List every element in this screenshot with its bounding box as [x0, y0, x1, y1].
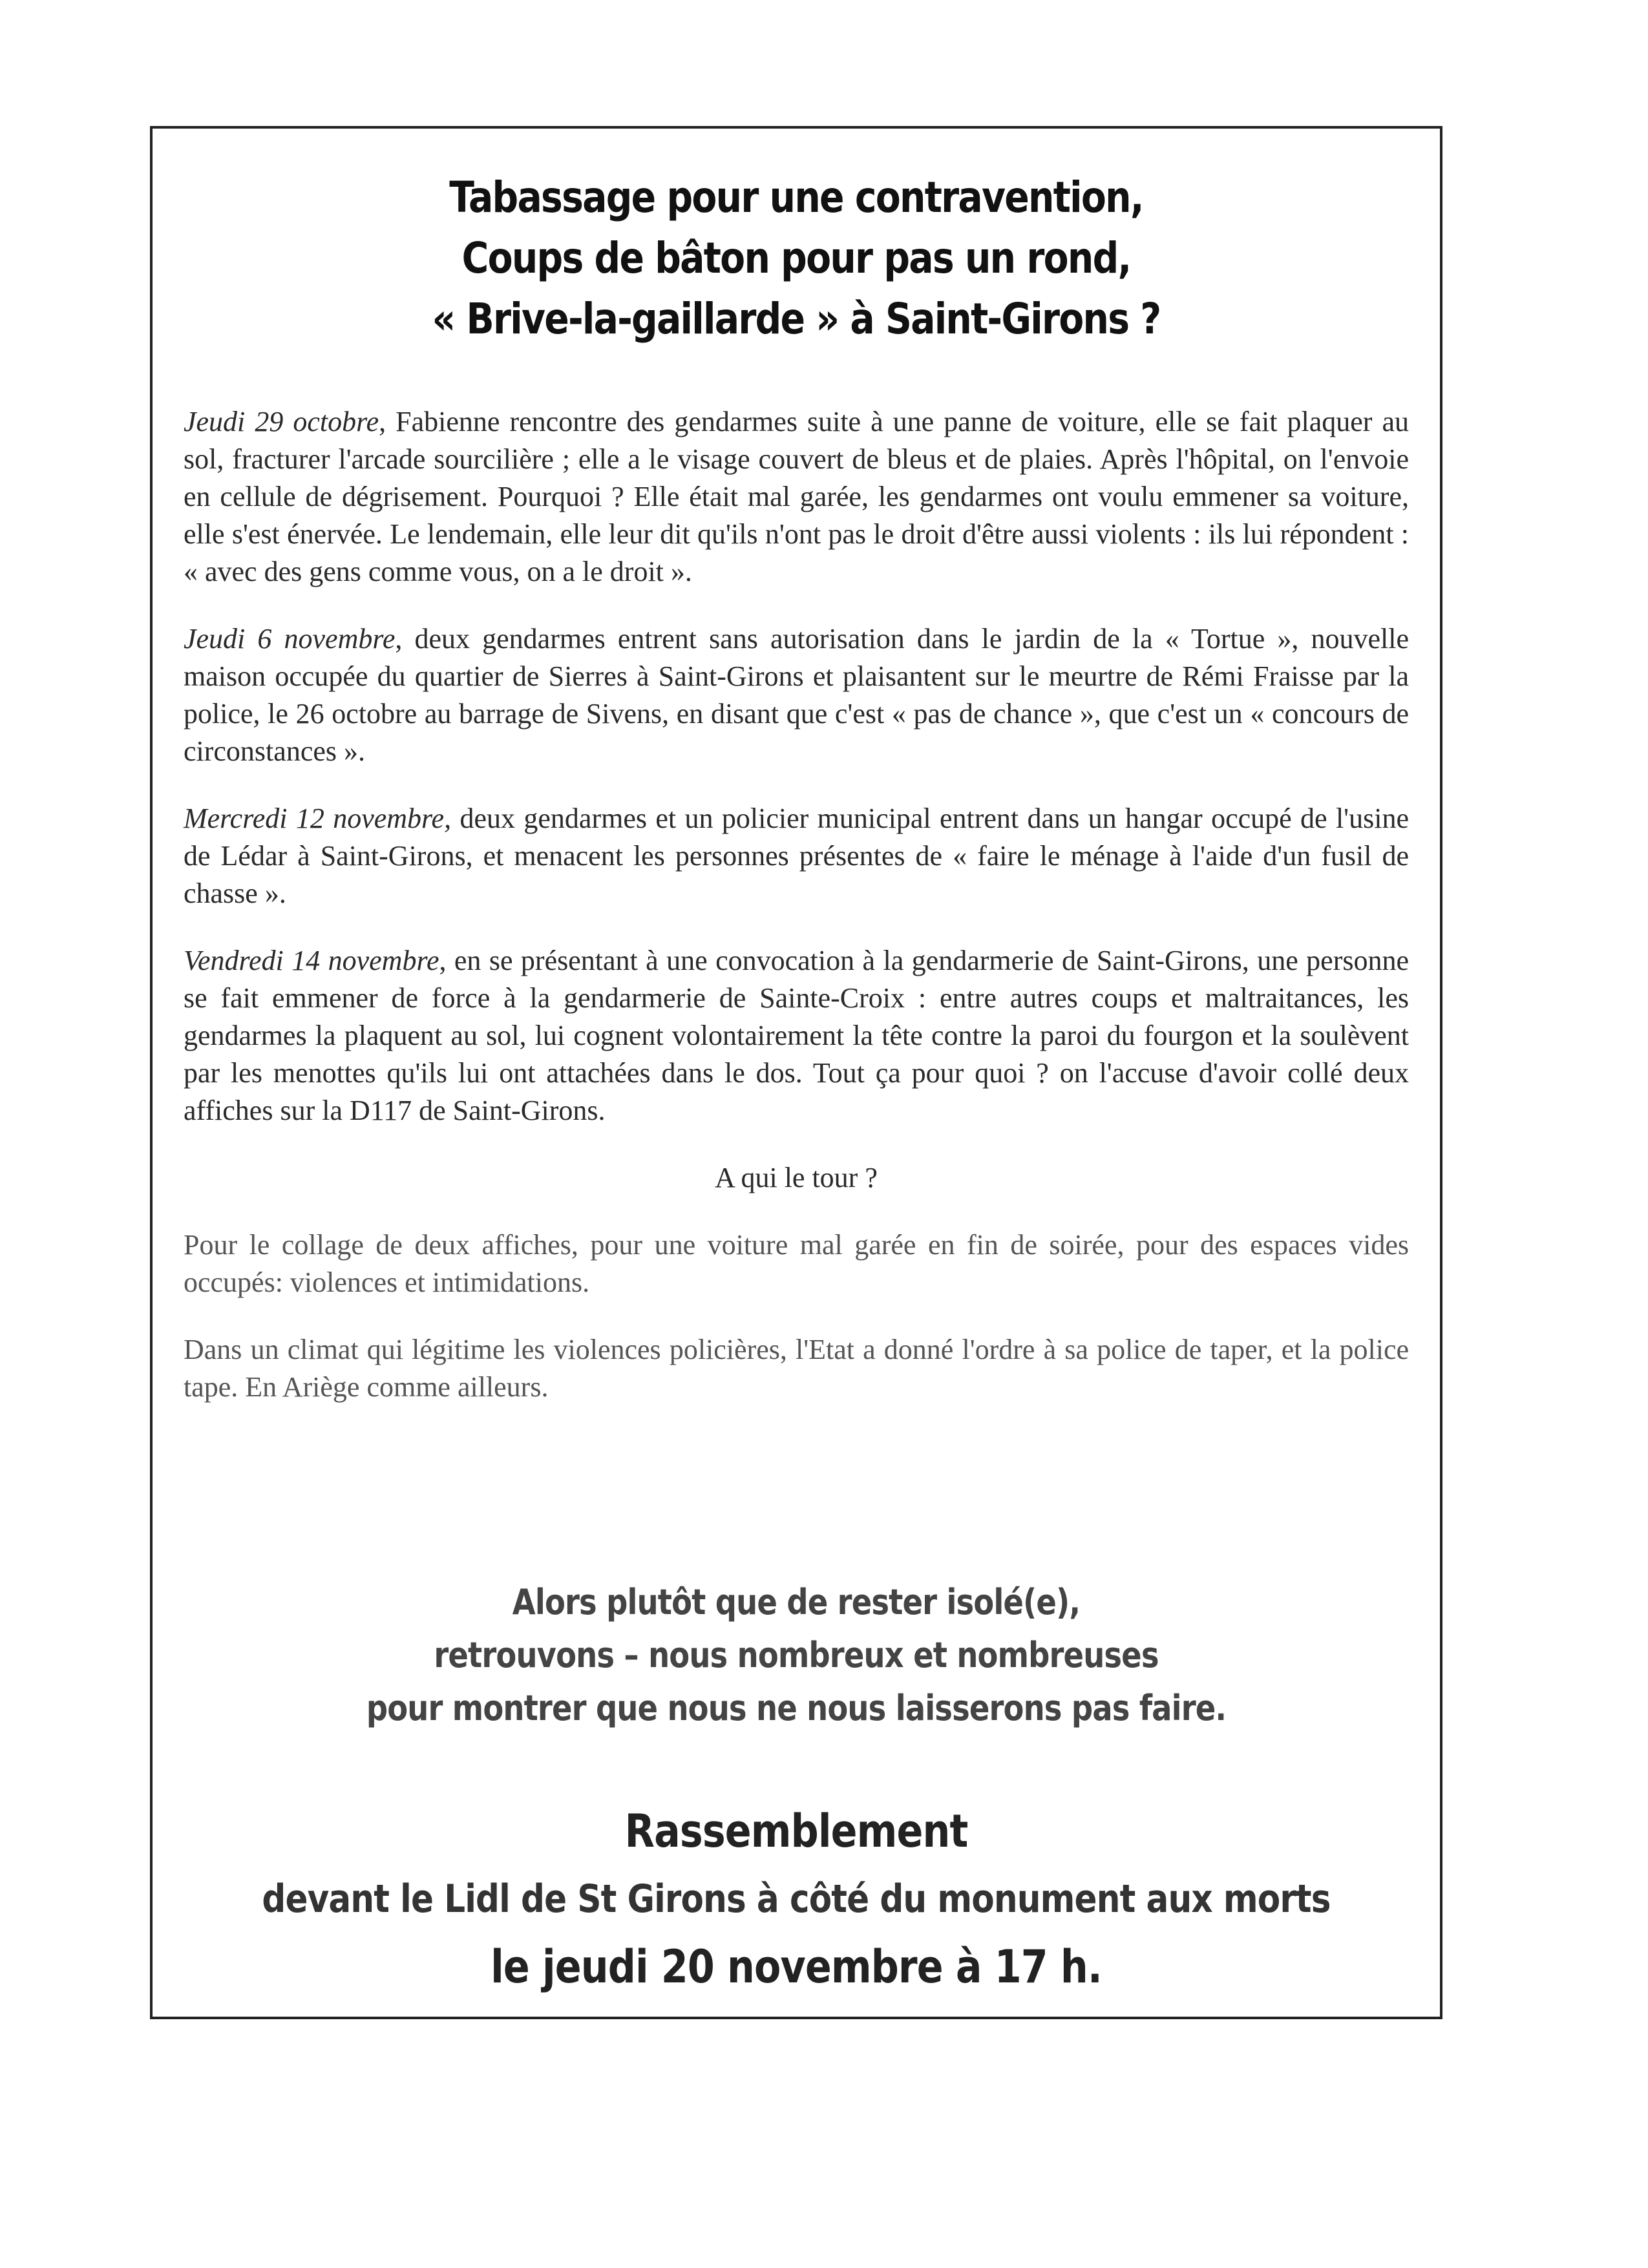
- paragraph-3: [184, 800, 1409, 912]
- paragraph-4: [184, 942, 1409, 1129]
- rally-announcement: [242, 1796, 1349, 2002]
- rally-heading: Rassemblement: [624, 1805, 968, 1858]
- paragraph-4-text: , en se présentant à une convocation à la gendarmerie de Saint-Girons, une personne se fait emmener de force à la gendarmerie de Sainte-Croix : entre autres coups et maltraitances, les gendarmes la plaquent au sol, lui cognent volontairement la tête contre la paroi du fourgon et la soulèvent par les menottes qu'ils lui ont attachées dans le dos. Tout ça pour quoi ? on l'accuse d'avoir collé deux affiches sur la D117 de Saint-Girons.: [184, 945, 1409, 1126]
- paragraph-1-text: , Fabienne rencontre des gendarmes suite à une panne de voiture, elle se fait plaquer au sol, fracturer l'arcade sourcilière ; elle a le visage couvert de bleus et de plaies. Après l'hôpital, on l'envoie en cellule de dégrisement. Pourquoi ? Elle était mal garée, les gendarmes ont voulu emmener sa voiture, elle s'est énervée. Le lendemain, elle leur dit qu'ils n'ont pas le droit d'être aussi violents : ils lui répondent : « avec des gens comme vous, on a le droit ».: [184, 406, 1409, 587]
- flyer-frame: [150, 126, 1442, 2019]
- title-line-1: Tabassage pour une contravention,: [449, 173, 1143, 222]
- paragraph-3-text: deux gendarmes et un policier municipal entrent dans un hangar occupé de l'usine de Lédar à Saint-Girons, et menacent les personnes présentes de « faire le ménage à l'aide d'un fusil de chasse ».: [184, 803, 1409, 909]
- slogan-line-1: Alors plutôt que de rester isolé(e),: [512, 1582, 1081, 1622]
- flyer-title: [242, 167, 1349, 350]
- question-line: A qui le tour ?: [715, 1162, 878, 1193]
- call-to-action: [242, 1576, 1349, 1735]
- paragraph-2-text: , deux gendarmes entrent sans autorisation dans le jardin de la « Tortue », nouvelle maison occupée du quartier de Sierres à Saint-Girons et plaisantent sur le meurtre de Rémi Fraisse par la police, le 26 octobre au barrage de Sivens, en disant que c'est « pas de chance », que c'est un « concours de circonstances ».: [184, 623, 1410, 767]
- paragraph-2-date: Jeudi 6 novembre: [184, 623, 396, 655]
- paragraph-3-date: Mercredi 12 novembre,: [184, 803, 452, 834]
- rally-location: devant le Lidl de St Girons à côté du monument aux morts: [262, 1876, 1331, 1922]
- flyer-body: [184, 403, 1409, 1436]
- title-line-3: « Brive-la-gaillarde » à Saint-Girons ?: [432, 294, 1161, 344]
- title-line-2: Coups de bâton pour pas un rond,: [461, 233, 1131, 283]
- closing-paragraph-2: Dans un climat qui légitime les violences policières, l'Etat a donné l'ordre à sa police de taper, et la police tape. En Ariège comme ailleurs.: [184, 1334, 1409, 1403]
- slogan-line-3: pour montrer que nous ne nous laisserons pas faire.: [366, 1688, 1227, 1728]
- paragraph-1: [184, 403, 1409, 591]
- paragraph-4-date: Vendredi 14 novembre: [184, 945, 439, 976]
- closing-paragraph-1: Pour le collage de deux affiches, pour une voiture mal garée en fin de soirée, pour des espaces vides occupés: violences et intimidations.: [184, 1229, 1409, 1298]
- paragraph-2: [184, 620, 1409, 770]
- paragraph-1-date: Jeudi 29 octobre: [184, 406, 379, 437]
- rally-datetime: le jeudi 20 novembre à 17 h.: [491, 1940, 1102, 1993]
- slogan-line-2: retrouvons – nous nombreux et nombreuses: [434, 1635, 1159, 1675]
